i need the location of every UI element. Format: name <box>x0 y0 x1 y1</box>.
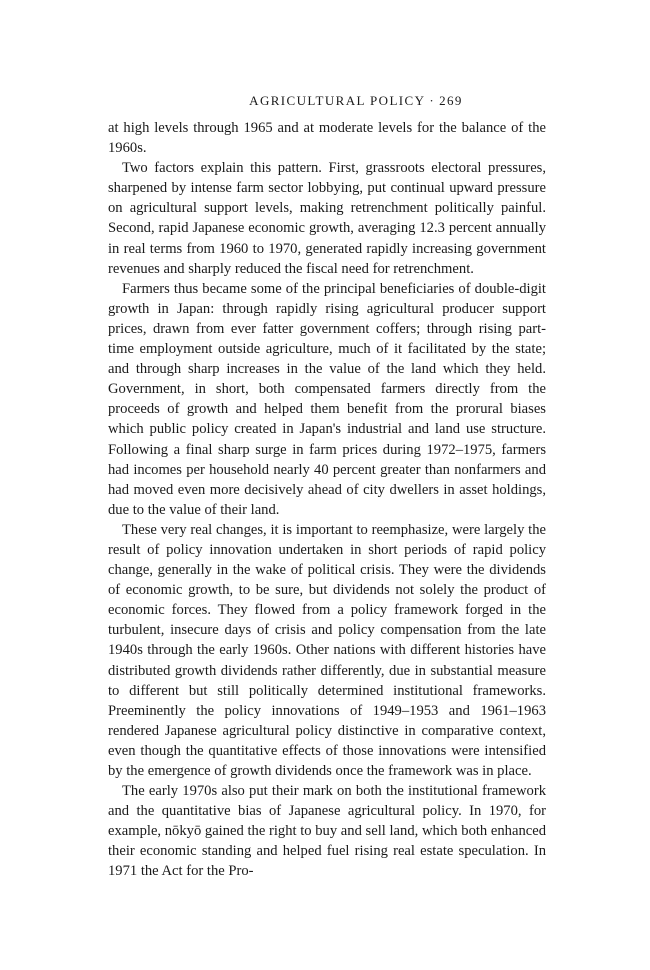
running-head-title: AGRICULTURAL POLICY <box>249 93 426 108</box>
paragraph: These very real changes, it is important to reemphasize, were largely the result of policy innovation undertaken in short periods of rapid policy change, generally in the wake of political crisis. They were the dividends of economic growth, to be sure, but dividends not solely the product of economic forces. They flowed from a policy framework forged in the turbulent, insecure days of crisis and policy compensation from the late 1940s through the early 1960s. Other nations with different histories have distributed growth dividends rather differently, due in substantial measure to different but still politically determined institutional frameworks. Preeminently the policy innovations of 1949–1953 and 1961–1963 rendered Japanese agricultural policy distinctive in comparative context, even though the quantitative effects of those innovations were intensified by the emergence of growth dividends once the framework was in place. <box>108 521 546 779</box>
paragraph-continued: at high levels through 1965 and at moderate levels for the balance of the 1960s. <box>108 120 546 157</box>
running-head-separator: · <box>429 93 436 108</box>
running-head <box>108 92 546 110</box>
paragraph: The early 1970s also put their mark on both the institutional framework and the quantitative bias of Japanese agricultural policy. In 1970, for example, nōkyō gained the right to buy and sell land, which both enhanced their economic standing and helped fuel rising real estate speculation. In 1971 the Act for the Pro- <box>108 783 546 880</box>
paragraph: Two factors explain this pattern. First, grassroots electoral pressures, sharpened by intense farm sector lobbying, put continual upward pressure on agricultural support levels, making retrenchment politically painful. Second, rapid Japanese economic growth, averaging 12.3 percent annually in real terms from 1960 to 1970, generated rapidly increasing government revenues and sharply reduced the fiscal need for retrenchment. <box>108 160 546 277</box>
page-number: 269 <box>439 93 463 108</box>
book-page <box>108 92 546 882</box>
paragraph: Farmers thus became some of the principal beneficiaries of double-digit growth in Japan: through rapidly rising agricultural producer support prices, drawn from ever fatter government coffers; through rising part-time employment outside agriculture, much of it facilitated by the state; and through sharp increases in the value of the land which they held. Government, in short, both compensated farmers directly from the proceeds of growth and helped them benefit from the prorural biases which public policy created in Japan's industrial and land use structure. Following a final sharp surge in farm prices during 1972–1975, farmers had incomes per household nearly 40 percent greater than nonfarmers and had moved even more decisively ahead of city dwellers in asset holdings, due to the value of their land. <box>108 280 546 518</box>
